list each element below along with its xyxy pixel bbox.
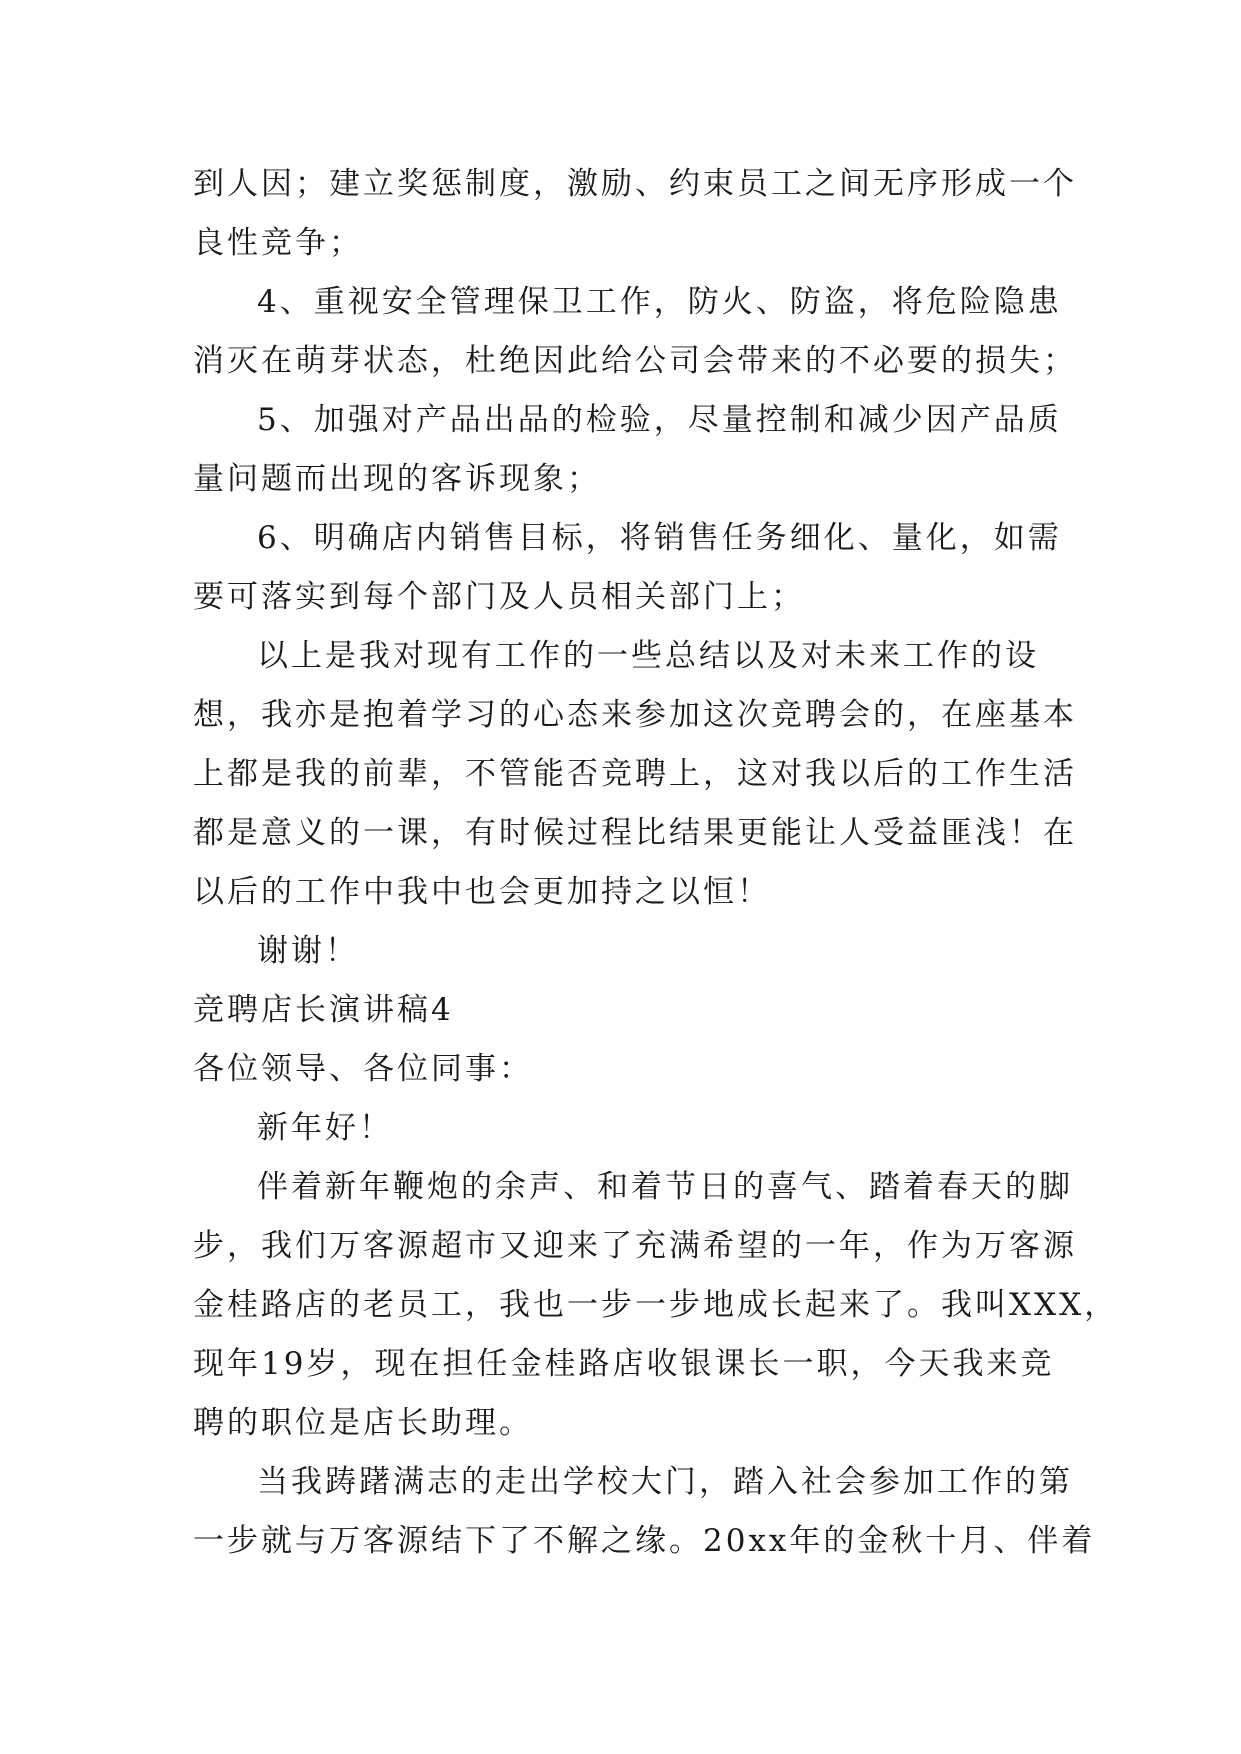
text-line: 5、加强对产品出品的检验，尽量控制和减少因产品质 xyxy=(257,402,1062,438)
text-line: 谢谢！ xyxy=(257,933,359,969)
text-line: 量问题而出现的客诉现象； xyxy=(193,461,601,497)
text-line: 到人因；建立奖惩制度，激励、约束员工之间无序形成一个 xyxy=(193,166,1077,202)
salutation: 各位领导、各位同事： xyxy=(193,1051,533,1087)
text-line: 想，我亦是抱着学习的心态来参加这次竞聘会的，在座基本 xyxy=(193,697,1077,733)
text-line: 金桂路店的老员工，我也一步一步地成长起来了。我叫XXX， xyxy=(193,1287,1119,1323)
text-line: 当我踌躇满志的走出学校大门，踏入社会参加工作的第 xyxy=(257,1464,1073,1500)
text-line: 一步就与万客源结下了不解之缘。20xx年的金秋十月、伴着 xyxy=(193,1523,1096,1559)
text-line: 消灭在萌芽状态，杜绝因此给公司会带来的不必要的损失； xyxy=(193,343,1077,379)
greeting: 新年好！ xyxy=(257,1110,393,1146)
text-line: 步，我们万客源超市又迎来了充满希望的一年，作为万客源 xyxy=(193,1228,1077,1264)
text-line: 现年19岁，现在担任金桂路店收银课长一职，今天我来竞 xyxy=(193,1346,1055,1382)
text-line: 要可落实到每个部门及人员相关部门上； xyxy=(193,579,805,615)
text-line: 6、明确店内销售目标，将销售任务细化、量化，如需 xyxy=(257,520,1062,556)
document-page xyxy=(193,155,1119,1571)
text-line: 上都是我的前辈，不管能否竞聘上，这对我以后的工作生活 xyxy=(193,756,1077,792)
text-line: 以后的工作中我中也会更加持之以恒！ xyxy=(193,874,771,910)
text-line: 聘的职位是店长助理。 xyxy=(193,1405,533,1441)
text-line: 良性竞争； xyxy=(193,225,363,261)
text-line: 4、重视安全管理保卫工作，防火、防盗，将危险隐患 xyxy=(257,284,1062,320)
text-line: 以上是我对现有工作的一些总结以及对未来工作的设 xyxy=(257,638,1039,674)
section-heading: 竞聘店长演讲稿4 xyxy=(193,992,454,1028)
text-line: 都是意义的一课，有时候过程比结果更能让人受益匪浅！在 xyxy=(193,815,1077,851)
text-line: 伴着新年鞭炮的余声、和着节日的喜气、踏着春天的脚 xyxy=(257,1169,1073,1205)
